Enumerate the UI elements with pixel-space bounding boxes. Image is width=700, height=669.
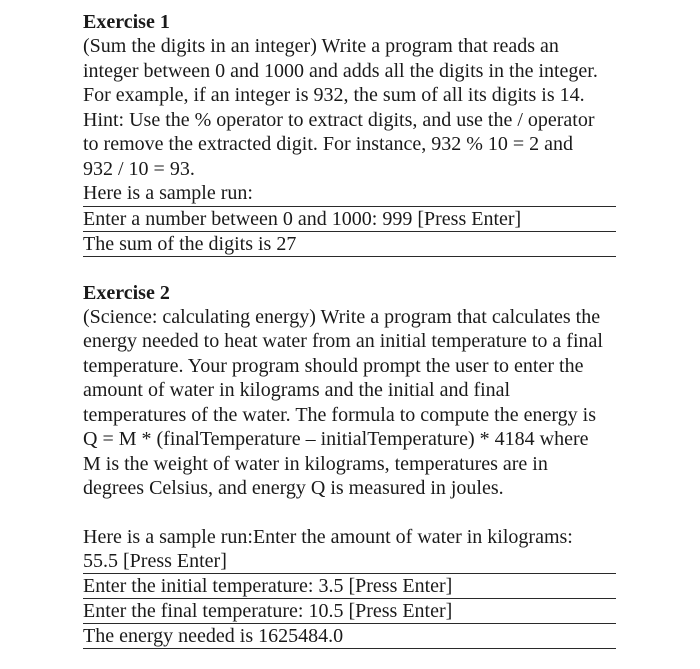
exercise-1-line: Hint: Use the % operator to extract digits, and use the / operator	[83, 108, 595, 131]
exercise-1-line: (Sum the digits in an integer) Write a program that reads an	[83, 35, 559, 57]
document-page	[83, 10, 623, 649]
exercise-2-title: Exercise 2	[83, 281, 170, 304]
exercise-2-sample-run	[83, 549, 623, 649]
exercise-2-sample-label: Here is a sample run:Enter the amount of water in kilograms:	[83, 525, 573, 548]
sample-run-line: 55.5 [Press Enter]	[83, 549, 616, 574]
exercise-2-section	[83, 281, 623, 650]
exercise-2-line: amount of water in kilograms and the initial and final	[83, 379, 511, 401]
exercise-1-section	[83, 10, 623, 257]
sample-run-line: Enter the final temperature: 10.5 [Press Enter]	[83, 599, 616, 624]
exercise-1-line: 932 / 10 = 93.	[83, 157, 195, 180]
exercise-2-line: temperatures of the water. The formula to compute the energy is	[83, 403, 596, 426]
sample-run-line: The energy needed is 1625484.0	[83, 624, 616, 649]
exercise-1-line: integer between 0 and 1000 and adds all the digits in the integer.	[83, 59, 598, 82]
sample-run-line: Enter the initial temperature: 3.5 [Press Enter]	[83, 574, 616, 599]
exercise-1-line: to remove the extracted digit. For instance, 932 % 10 = 2 and	[83, 133, 574, 155]
exercise-2-formula-line: Q = M * (finalTemperature – initialTemperature) * 4184 where	[83, 428, 589, 450]
exercise-2-line: temperature. Your program should prompt the user to enter the	[83, 354, 584, 377]
exercise-1-title: Exercise 1	[83, 11, 170, 33]
exercise-2-line: energy needed to heat water from an initial temperature to a final	[83, 330, 603, 352]
exercise-2-line: degrees Celsius, and energy Q is measured in joules.	[83, 477, 504, 499]
exercise-1-sample-label: Here is a sample run:	[83, 182, 253, 204]
sample-run-line: Enter a number between 0 and 1000: 999 [Press Enter]	[83, 206, 616, 232]
exercise-2-line: (Science: calculating energy) Write a program that calculates the	[83, 305, 601, 328]
exercise-2-line: M is the weight of water in kilograms, temperatures are in	[83, 452, 548, 475]
exercise-1-line: For example, if an integer is 932, the sum of all its digits is 14.	[83, 84, 585, 106]
exercise-1-sample-run	[83, 206, 623, 257]
sample-run-line: The sum of the digits is 27	[83, 232, 616, 257]
